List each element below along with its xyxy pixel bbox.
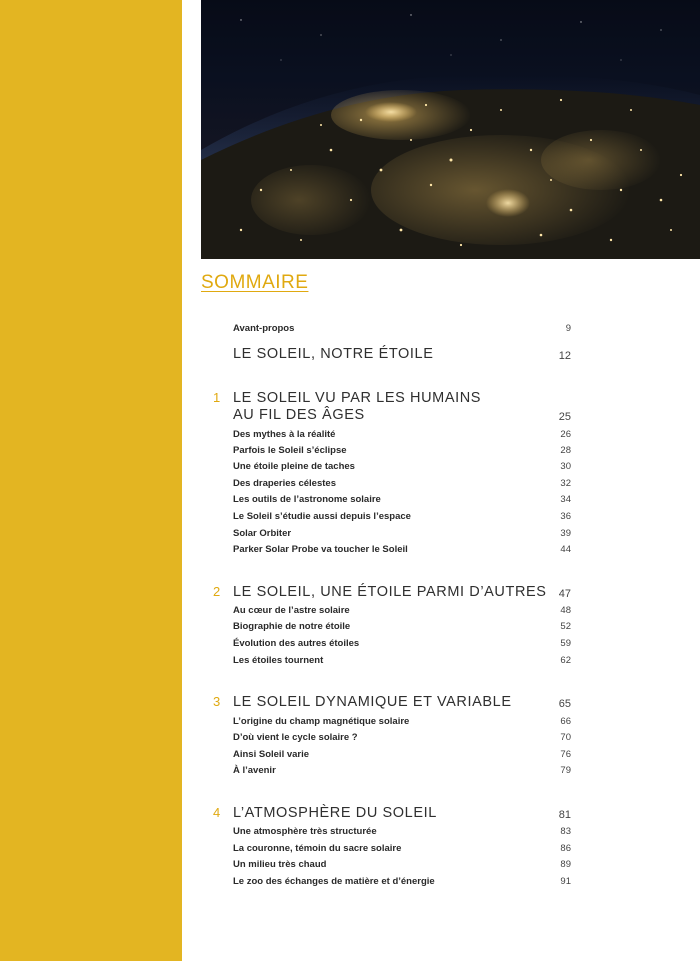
yellow-side-band xyxy=(0,0,182,961)
toc-entry-page: 30 xyxy=(560,461,571,472)
toc-entry-title: À l’avenir xyxy=(233,765,276,776)
toc-entry-page: 79 xyxy=(560,765,571,776)
toc-chapter-page: 12 xyxy=(558,350,571,362)
toc-entry-title: Le Soleil s’étudie aussi depuis l’espace xyxy=(233,511,411,522)
toc-entry-page: 62 xyxy=(560,655,571,666)
toc-entry-title: Biographie de notre étoile xyxy=(233,621,351,632)
toc-entry-page: 86 xyxy=(560,843,571,854)
chapter-number: 1 xyxy=(213,390,221,405)
toc-entry-page: 76 xyxy=(560,749,571,760)
toc-chapter-page: 81 xyxy=(558,809,571,821)
toc-entry-title: Parker Solar Probe va toucher le Soleil xyxy=(233,544,408,555)
toc-entry-title: L’origine du champ magnétique solaire xyxy=(233,716,410,727)
toc-chapter-title-line2: AU FIL DES ÂGES xyxy=(233,407,365,423)
toc-entry-page: 34 xyxy=(560,494,571,505)
toc-chapter-title: LE SOLEIL VU PAR LES HUMAINS xyxy=(233,390,482,406)
toc-heading: SOMMAIRE xyxy=(201,272,309,293)
toc-entry-title: Les outils de l’astronome solaire xyxy=(233,494,381,505)
toc-entry-page: 91 xyxy=(560,876,571,887)
chapter-number: 4 xyxy=(213,805,221,820)
toc-entry-page: 59 xyxy=(560,638,571,649)
toc-entry-page: 48 xyxy=(560,605,571,616)
toc-entry-page: 28 xyxy=(560,445,571,456)
toc-entry-page: 39 xyxy=(560,528,571,539)
toc-entry-title: Évolution des autres étoiles xyxy=(233,638,360,649)
toc-entry-page: 89 xyxy=(560,859,571,870)
toc-entry-title: Des mythes à la réalité xyxy=(233,429,336,440)
toc-entry-title: La couronne, témoin du sacre solaire xyxy=(233,843,402,854)
toc-entry-page: 83 xyxy=(560,826,571,837)
toc-entry-page: 32 xyxy=(560,478,571,489)
toc-entry-title: Des draperies célestes xyxy=(233,478,336,489)
toc-entry-title: Les étoiles tournent xyxy=(233,655,324,666)
toc-chapter-title: LE SOLEIL, NOTRE ÉTOILE xyxy=(233,346,434,362)
toc-chapter-title: L’ATMOSPHÈRE DU SOLEIL xyxy=(233,805,437,821)
toc-chapter-title: LE SOLEIL DYNAMIQUE ET VARIABLE xyxy=(233,694,512,710)
toc-chapter-page: 47 xyxy=(558,588,571,600)
toc-entry-page: 66 xyxy=(560,716,571,727)
toc-entry-title: D’où vient le cycle solaire ? xyxy=(233,732,358,743)
toc-entry-page: 26 xyxy=(560,429,571,440)
toc-entry-page: 70 xyxy=(560,732,571,743)
toc-chapter-title: LE SOLEIL, UNE ÉTOILE PARMI D’AUTRES xyxy=(233,584,547,600)
toc-entry-title: Une étoile pleine de taches xyxy=(233,461,355,472)
toc-entry-page: 44 xyxy=(560,544,571,555)
toc-entry-title: Au cœur de l’astre solaire xyxy=(233,605,350,616)
toc-entry-page: 36 xyxy=(560,511,571,522)
night-earth-photo xyxy=(201,0,700,259)
toc-entry-title: Ainsi Soleil varie xyxy=(233,749,310,760)
toc-chapter-page: 25 xyxy=(558,411,571,423)
toc-entry-title: Solar Orbiter xyxy=(233,528,292,539)
toc-chapter-page: 65 xyxy=(558,698,571,710)
toc-entry-title: Avant-propos xyxy=(233,323,295,334)
chapter-number: 3 xyxy=(213,694,221,709)
toc-entry-title: Le zoo des échanges de matière et d’énergie xyxy=(233,876,435,887)
toc-entry-page: 52 xyxy=(560,621,571,632)
chapter-number: 2 xyxy=(213,584,221,599)
toc-entry-title: Un milieu très chaud xyxy=(233,859,327,870)
toc-entry-title: Parfois le Soleil s’éclipse xyxy=(233,445,347,456)
toc-entry-page: 9 xyxy=(565,323,571,334)
toc-entry-title: Une atmosphère très structurée xyxy=(233,826,377,837)
